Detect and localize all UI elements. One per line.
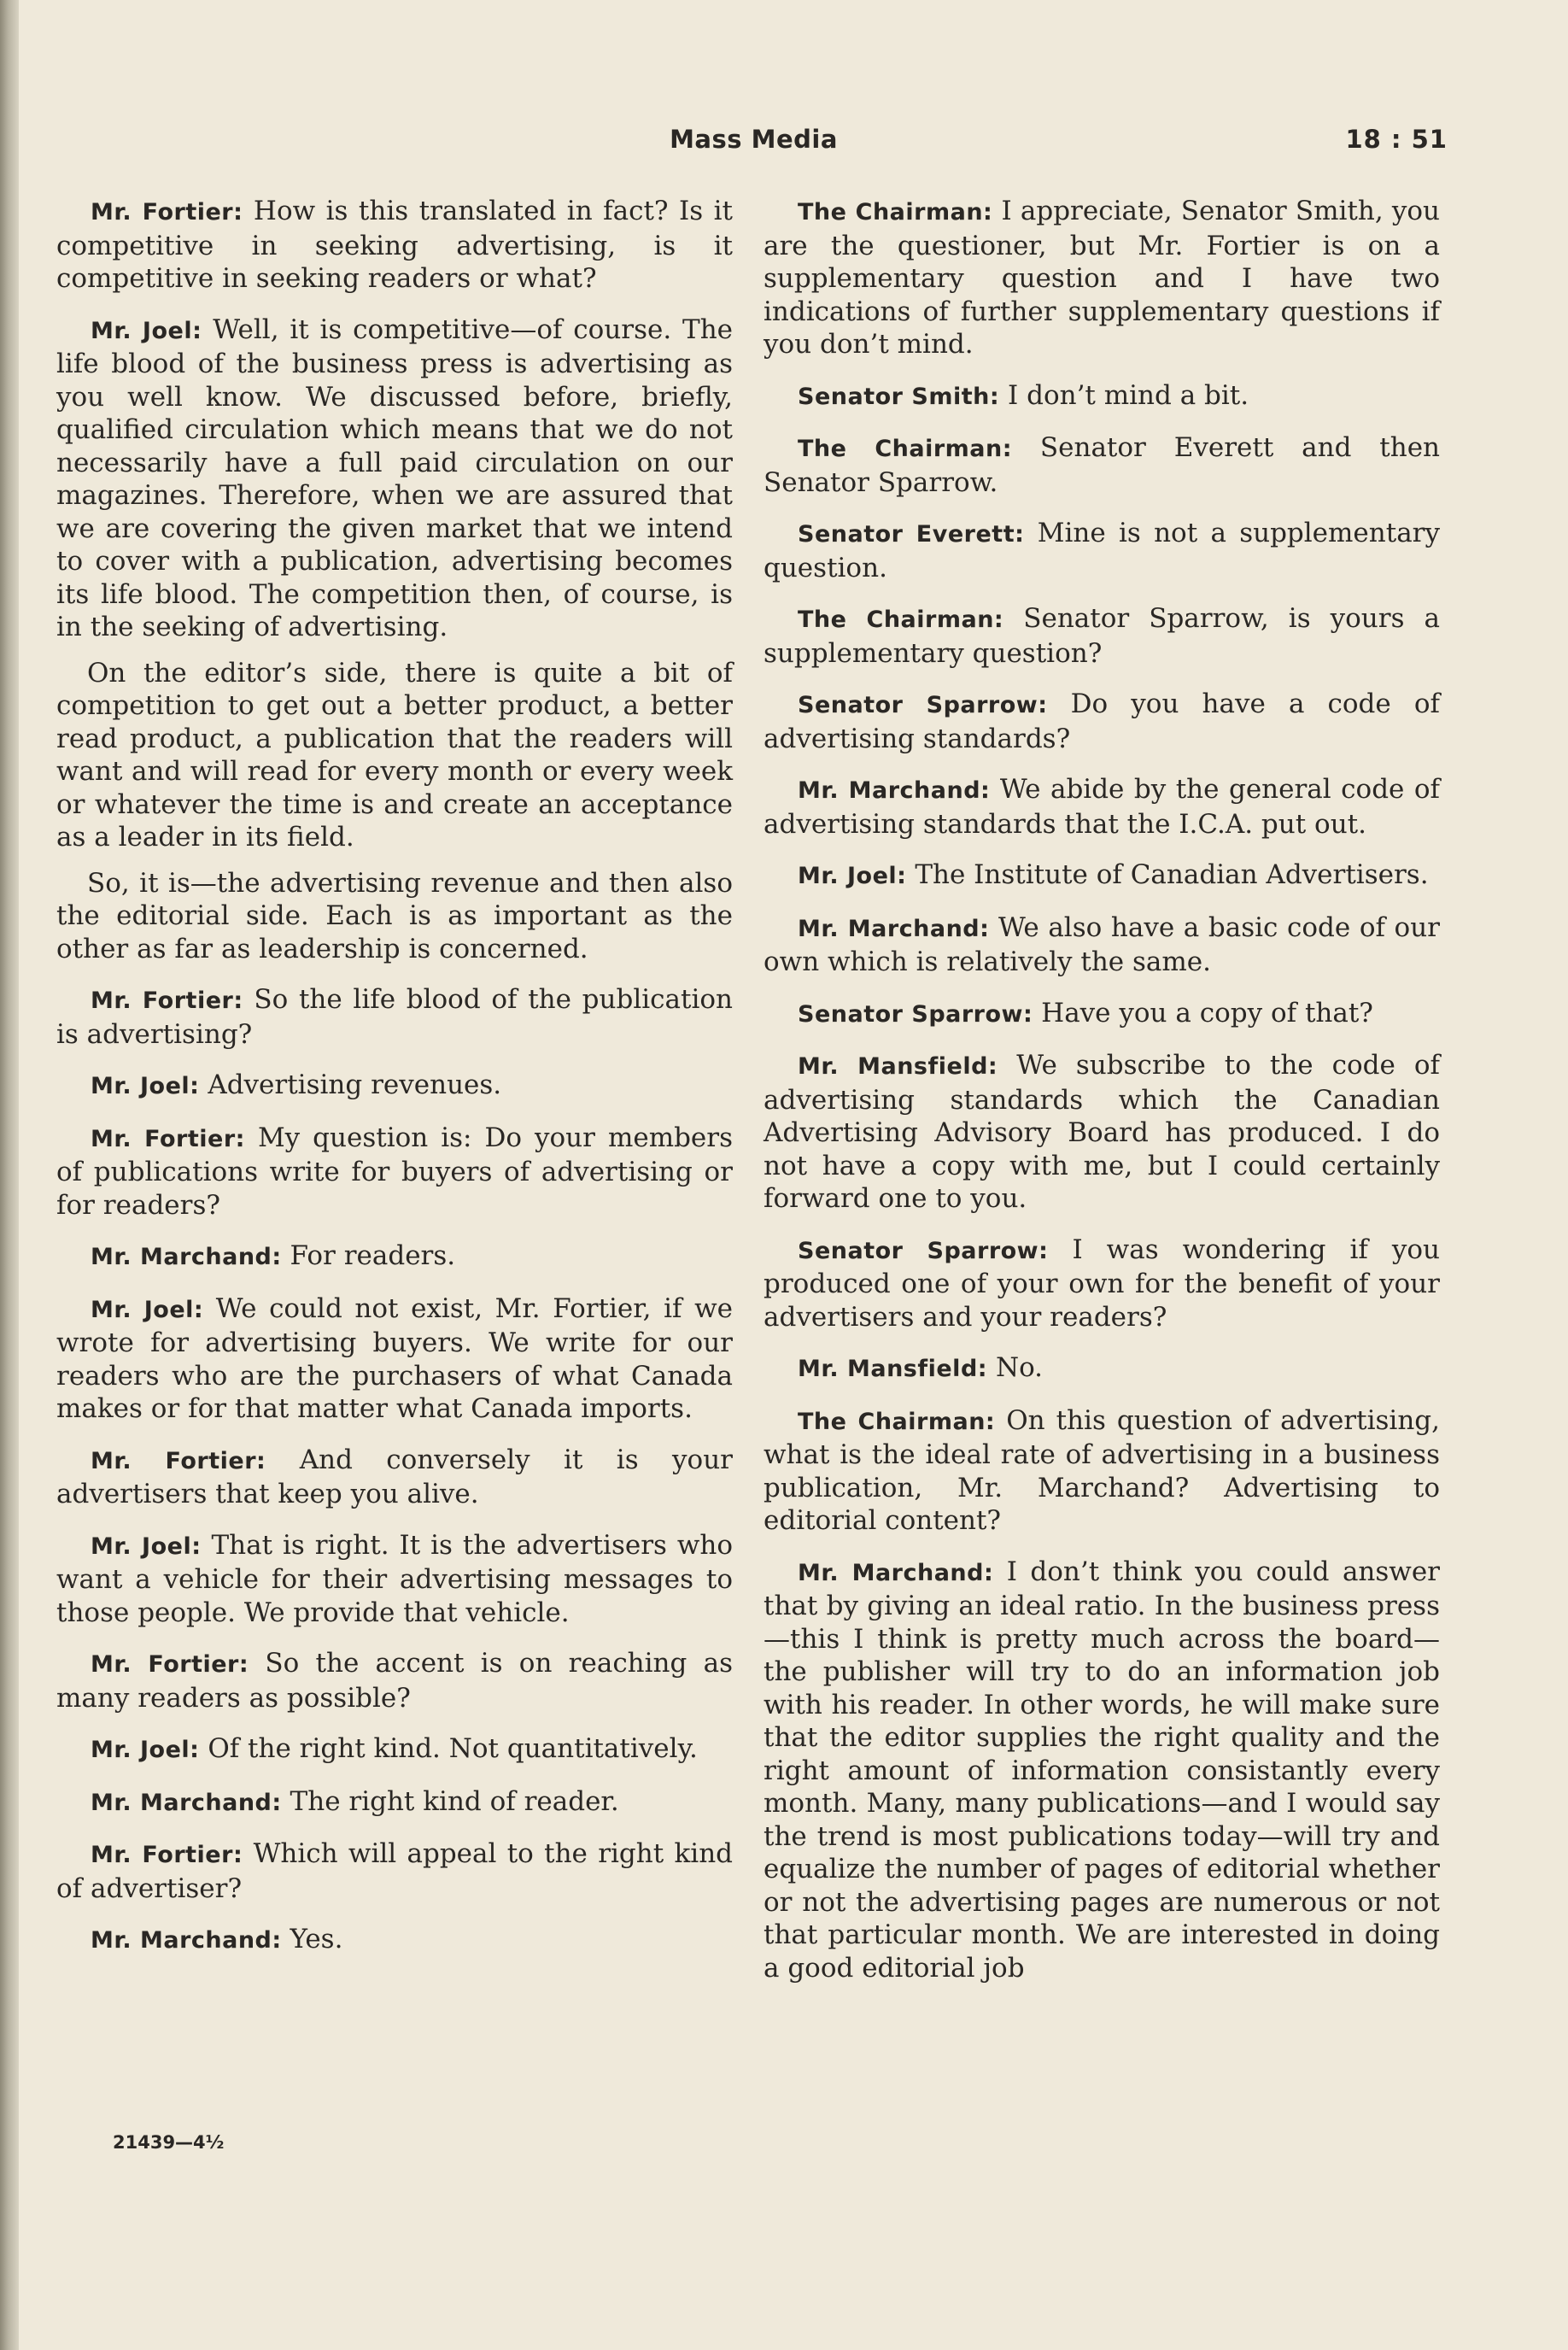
transcript-paragraph	[764, 379, 1440, 414]
paragraph-text: So, it is—the advertising revenue and then also the editorial side. Each is as important as the other as far as leadership is concerned.	[56, 867, 733, 964]
transcript-paragraph	[56, 1529, 733, 1630]
page-number: 18 : 51	[1345, 125, 1448, 154]
transcript-paragraph	[56, 1444, 733, 1511]
paragraph-text: So the life blood of the publication is advertising?	[56, 984, 733, 1050]
speaker-name: Mr. Joel:	[798, 863, 907, 889]
paragraph-text: We could not exist, Mr. Fortier, if we wrote for advertising buyers. We write for our readers who are the purchasers of what Canada makes or for that matter what Canada imports.	[56, 1292, 733, 1424]
paragraph-text: On the editor’s side, there is quite a bit of competition to get out a better product, a better read product, a publication that the readers will want and will read for every month or every week or whatever the time is and create an acceptance as a leader in its field.	[56, 657, 733, 853]
paragraph-text: How is this translated in fact? Is it competitive in seeking advertising, is it competitive in seeking readers or what?	[56, 196, 734, 294]
paragraph-text: Of the right kind. Not quantitatively.	[208, 1733, 698, 1764]
transcript-paragraph	[764, 1049, 1440, 1216]
transcript-paragraph	[764, 1556, 1440, 1985]
speaker-name: Mr. Mansfield:	[798, 1356, 988, 1382]
speaker-name: The Chairman:	[798, 436, 1013, 462]
paragraph-text: The right kind of reader.	[290, 1785, 619, 1817]
speaker-name: Mr. Fortier:	[91, 1842, 243, 1868]
speaker-name: Mr. Joel:	[91, 1296, 204, 1323]
transcript-paragraph	[56, 314, 733, 644]
transcript-paragraph	[56, 1292, 733, 1426]
paragraph-text: So the accent is on reaching as many readers as possible?	[56, 1648, 733, 1714]
speaker-name: Senator Sparrow:	[798, 1237, 1049, 1264]
transcript-paragraph	[764, 195, 1440, 361]
transcript-paragraph	[56, 1837, 733, 1905]
paragraph-text: The Institute of Canadian Advertisers.	[915, 859, 1429, 890]
speaker-name: Mr. Marchand:	[798, 777, 991, 804]
speaker-name: Mr. Fortier:	[91, 1447, 266, 1474]
speaker-name: Senator Smith:	[798, 383, 1000, 410]
paragraph-text: Do you have a code of advertising standards?	[764, 689, 1440, 754]
transcript-paragraph	[56, 1785, 733, 1820]
paragraph-text: That is right. It is the advertisers who want a vehicle for their advertising messages to those people. We provide that vehicle.	[56, 1529, 734, 1628]
speaker-name: Senator Sparrow:	[798, 692, 1048, 718]
transcript-paragraph	[764, 688, 1440, 755]
paragraph-text: Advertising revenues.	[208, 1070, 502, 1100]
transcript-paragraph	[56, 1923, 733, 1958]
paragraph-text: I was wondering if you produced one of your own for the benefit of your advertisers and your readers?	[764, 1234, 1441, 1333]
paragraph-text: I don’t mind a bit.	[1008, 379, 1249, 411]
paragraph-text: We abide by the general code of advertising standards that the I.C.A. put out.	[764, 774, 1441, 840]
paragraph-text: We also have a basic code of our own which is relatively the same.	[764, 911, 1440, 977]
speaker-name: Mr. Marchand:	[91, 1244, 282, 1270]
transcript-paragraph	[56, 1732, 733, 1767]
speaker-name: Mr. Joel:	[91, 1737, 200, 1763]
speaker-name: Mr. Joel:	[91, 1532, 202, 1560]
paragraph-text: Senator Everett and then Senator Sparrow.	[764, 432, 1441, 498]
transcript-paragraph	[56, 867, 733, 966]
transcript-paragraph	[56, 1069, 733, 1104]
paragraph-text: On this question of advertising, what is the ideal rate of advertising in a business publication, Mr. Marchand? Advertising to editorial content?	[764, 1404, 1440, 1536]
transcript-paragraph	[764, 773, 1440, 841]
transcript-paragraph	[764, 517, 1440, 584]
paragraph-text: I appreciate, Senator Smith, you are the questioner, but Mr. Fortier is on a supplementary question and I have two indications of further supplementary questions if you don’t mind.	[764, 196, 1440, 360]
transcript-paragraph	[56, 657, 733, 854]
paragraph-text: Which will appeal to the right kind of advertiser?	[56, 1838, 734, 1904]
paragraph-text: Mine is not a supplementary question.	[764, 518, 1441, 583]
speaker-name: Mr. Joel:	[91, 317, 202, 344]
running-head	[60, 125, 1448, 164]
speaker-name: The Chairman:	[798, 199, 993, 226]
transcript-paragraph	[56, 195, 733, 296]
speaker-name: The Chairman:	[798, 607, 1004, 633]
paragraph-text: Well, it is competitive—of course. The life blood of the business press is advertising as you well know. We discussed before, briefly, qualified circulation which means that we do not necessarily have a full paid circulation on our magazines. Therefore, when we are assured that we are covering the given market that we intend to cover with a publication, advertising becomes its life blood. The competition then, of course, is in the seeking of advertising.	[56, 314, 733, 642]
speaker-name: Mr. Fortier:	[91, 199, 243, 226]
paragraph-text: Senator Sparrow, is yours a supplementary question?	[764, 603, 1440, 669]
printer-code: 21439—4½	[113, 2132, 225, 2153]
transcript-paragraph	[764, 911, 1440, 979]
transcript-paragraph	[764, 859, 1440, 894]
speaker-name: Mr. Fortier:	[91, 1651, 249, 1678]
transcript-paragraph	[56, 1239, 733, 1275]
paragraph-text: Have you a copy of that?	[1041, 997, 1373, 1028]
speaker-name: Senator Everett:	[798, 521, 1025, 548]
speaker-name: Mr. Marchand:	[798, 1559, 994, 1586]
speaker-name: Mr. Joel:	[91, 1073, 200, 1099]
transcript-paragraph	[764, 431, 1440, 499]
right-column	[764, 195, 1440, 2002]
paragraph-text: I don’t think you could answer that by giving an ideal ratio. In the business press—this I think is pretty much across the board—the publisher will try to do an information job with his reader. In other words, he will make sure that the editor supplies the right quality and the right amount of information consistantly every month. Many, many publications—and I would say the trend is most publications today—will try and equalize the number of pages of editorial whether or not the advertising pages are numerous or not that particular month. We are interested in doing a good editorial job	[764, 1556, 1441, 1984]
paragraph-text: For readers.	[290, 1240, 456, 1271]
transcript-paragraph	[56, 1122, 733, 1222]
transcript-paragraph	[764, 1404, 1440, 1538]
speaker-name: Mr. Marchand:	[91, 1789, 282, 1816]
left-column	[56, 195, 733, 1976]
paragraph-text: My question is: Do your members of publications write for buyers of advertising or for readers?	[56, 1122, 734, 1221]
transcript-paragraph	[56, 983, 733, 1051]
speaker-name: The Chairman:	[798, 1408, 996, 1435]
transcript-paragraph	[56, 1647, 733, 1714]
speaker-name: Mr. Fortier:	[91, 1125, 245, 1152]
transcript-paragraph	[764, 602, 1440, 670]
paragraph-text: No.	[995, 1352, 1044, 1383]
speaker-name: Mr. Marchand:	[91, 1927, 282, 1954]
paragraph-text: And conversely it is your advertisers that keep you alive.	[56, 1444, 733, 1509]
transcript-paragraph	[764, 1351, 1440, 1386]
paragraph-text: We subscribe to the code of advertising standards which the Canadian Advertising Advisory Board has produced. I do not have a copy with me, but I could certainly forward one to you.	[764, 1050, 1440, 1214]
speaker-name: Mr. Fortier:	[91, 987, 243, 1014]
speaker-name: Senator Sparrow:	[798, 1000, 1033, 1028]
transcript-paragraph	[764, 1234, 1440, 1334]
paragraph-text: Yes.	[290, 1924, 343, 1954]
transcript-paragraph	[764, 997, 1440, 1032]
section-title: Mass Media	[670, 125, 838, 154]
speaker-name: Mr. Mansfield:	[798, 1053, 998, 1080]
speaker-name: Mr. Marchand:	[798, 915, 990, 942]
